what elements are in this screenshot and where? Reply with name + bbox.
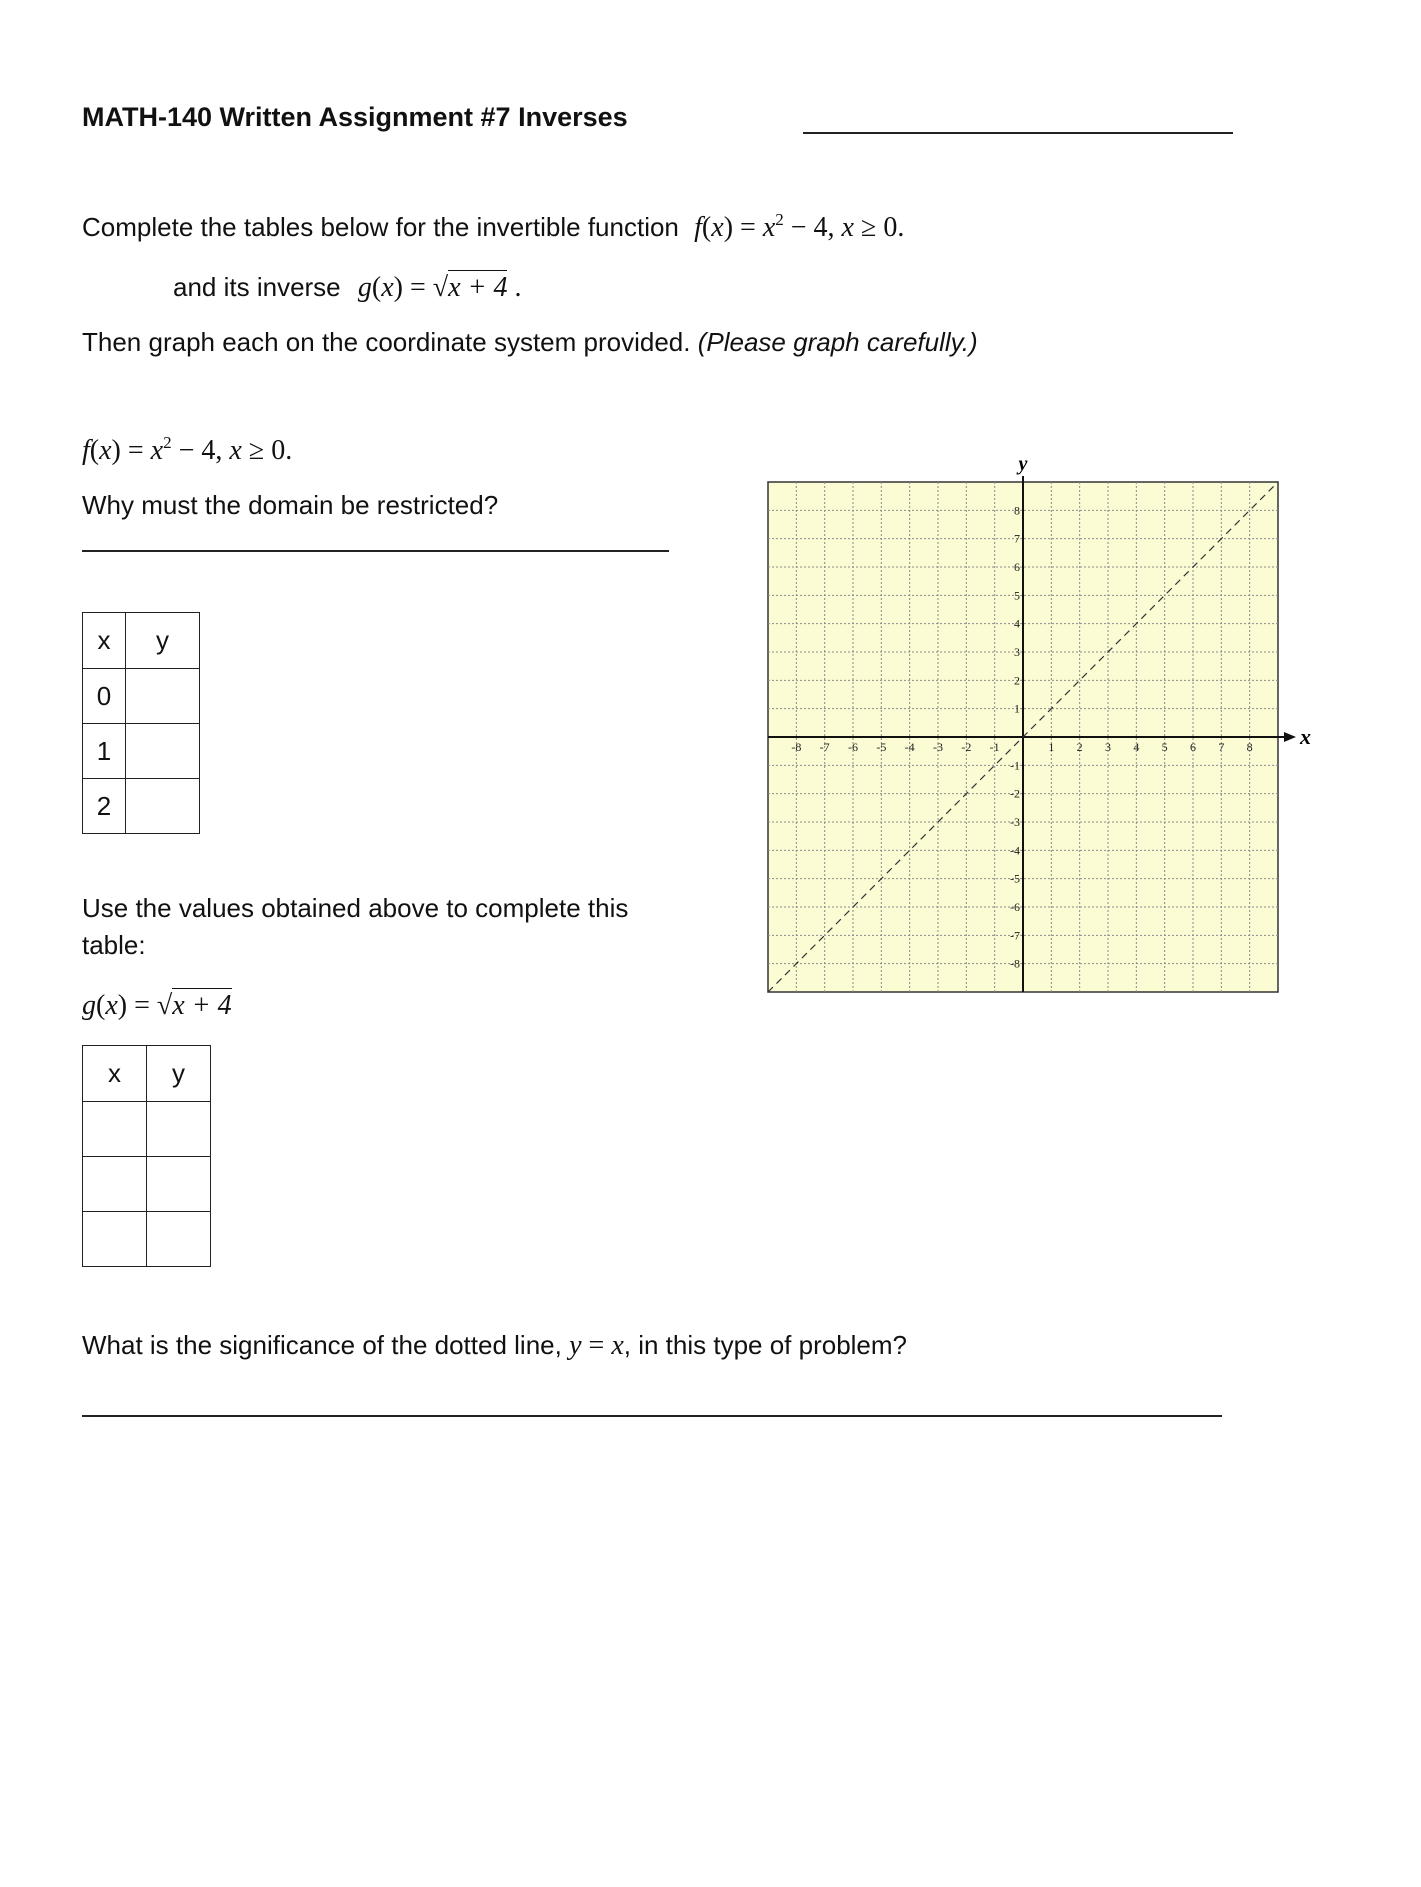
x-tick-label: 8 — [1246, 740, 1253, 754]
y-tick-label: -8 — [1010, 956, 1020, 971]
f-row-1-x: 0 — [83, 669, 126, 724]
y-tick-label: -7 — [1010, 928, 1020, 943]
dotted-line-question — [82, 1330, 907, 1362]
header-y: y — [147, 1046, 211, 1102]
g-row-3-x[interactable] — [83, 1212, 147, 1267]
header-x: x — [83, 1046, 147, 1102]
instruction-text-1: Complete the tables below for the invertible function — [82, 212, 679, 242]
f-row-3-y[interactable] — [126, 779, 200, 834]
y-tick-label: 6 — [1014, 560, 1020, 574]
g-row-1-y[interactable] — [147, 1102, 211, 1157]
instruction-text-2: and its inverse — [173, 272, 341, 302]
f-row-2-y[interactable] — [126, 724, 200, 779]
f-row-2-x: 1 — [83, 724, 126, 779]
x-axis-arrow-icon — [1284, 732, 1296, 742]
instruction-line-3 — [82, 327, 978, 358]
x-axis-label: x — [1300, 724, 1311, 749]
table-header-row — [83, 613, 200, 669]
g-definition: g(x) = √x + 4 . — [357, 272, 522, 303]
x-tick-label: -5 — [876, 740, 887, 754]
header-y: y — [126, 613, 200, 669]
table-row — [83, 669, 200, 724]
y-tick-label: -2 — [1010, 786, 1020, 801]
y-tick-label: -6 — [1010, 900, 1020, 914]
y-tick-label: -1 — [1010, 758, 1020, 773]
table-header-row — [83, 1046, 211, 1102]
table-row — [83, 724, 200, 779]
coordinate-graph[interactable] — [760, 445, 1320, 1005]
g-row-1-x[interactable] — [83, 1102, 147, 1157]
table-row — [83, 1102, 211, 1157]
question-text-after: , in this type of problem? — [623, 1330, 908, 1360]
question-text-before: What is the significance of the dotted line, — [82, 1330, 562, 1360]
y-tick-label: 3 — [1014, 645, 1020, 659]
y-tick-label: 2 — [1014, 673, 1020, 688]
g-row-2-y[interactable] — [147, 1157, 211, 1212]
y-tick-label: -4 — [1010, 843, 1020, 858]
instruction-text-3: Then graph each on the coordinate system provided. — [82, 327, 691, 357]
domain-answer-line[interactable] — [82, 550, 669, 552]
y-tick-label: 7 — [1014, 531, 1020, 546]
x-tick-label: -7 — [819, 740, 830, 754]
x-tick-label: 1 — [1048, 740, 1055, 754]
x-tick-label: 7 — [1218, 740, 1225, 754]
g-instruction-line-2: table: — [82, 930, 146, 960]
x-tick-label: -1 — [989, 740, 1000, 754]
y-tick-label: 1 — [1014, 701, 1020, 716]
y-tick-label: -3 — [1010, 815, 1020, 829]
x-tick-label: -6 — [848, 740, 858, 754]
x-tick-label: 4 — [1133, 740, 1140, 754]
x-tick-label: -4 — [904, 740, 915, 754]
y-axis-label: y — [1018, 453, 1028, 475]
g-values-table — [82, 1045, 211, 1267]
header-x: x — [83, 613, 126, 669]
instruction-line-1 — [82, 212, 904, 244]
x-tick-label: 5 — [1161, 740, 1168, 754]
y-tick-label: -5 — [1010, 871, 1020, 886]
y-tick-label: 5 — [1014, 588, 1020, 603]
g-function-label: g(x) = √x + 4 — [82, 990, 232, 1021]
significance-answer-line[interactable] — [82, 1415, 1222, 1417]
instruction-note: (Please graph carefully.) — [697, 327, 978, 357]
table-row — [83, 779, 200, 834]
instruction-line-2 — [173, 272, 521, 304]
g-row-2-x[interactable] — [83, 1157, 147, 1212]
x-tick-label: -8 — [791, 740, 802, 754]
g-instruction-line-1: Use the values obtained above to complete this — [82, 893, 629, 923]
name-blank-line[interactable] — [803, 132, 1233, 134]
domain-question: Why must the domain be restricted? — [82, 490, 499, 520]
y-tick-label: 8 — [1014, 503, 1020, 518]
assignment-title: MATH-140 Written Assignment #7 Inverses — [82, 102, 628, 132]
table-row — [83, 1157, 211, 1212]
table-row — [83, 1212, 211, 1267]
sqrt-symbol: √x + 4 — [432, 272, 508, 303]
f-row-1-y[interactable] — [126, 669, 200, 724]
y-tick-label: 4 — [1014, 616, 1020, 631]
identity-equation: y = x — [569, 1330, 624, 1361]
sqrt-symbol: √x + 4 — [156, 990, 232, 1021]
f-values-table — [82, 612, 200, 834]
x-tick-label: -3 — [933, 740, 943, 754]
f-row-3-x: 2 — [83, 779, 126, 834]
x-tick-label: 6 — [1190, 740, 1196, 754]
x-tick-label: 3 — [1105, 740, 1111, 754]
g-row-3-y[interactable] — [147, 1212, 211, 1267]
x-tick-label: 2 — [1076, 740, 1083, 754]
f-function-label: $f(x) = x^2 - 4$, x ≥ 0. — [82, 433, 293, 466]
x-tick-label: -2 — [961, 740, 972, 754]
f-definition: $f(x) = x^2 - 4$, x ≥ 0. — [694, 210, 905, 243]
